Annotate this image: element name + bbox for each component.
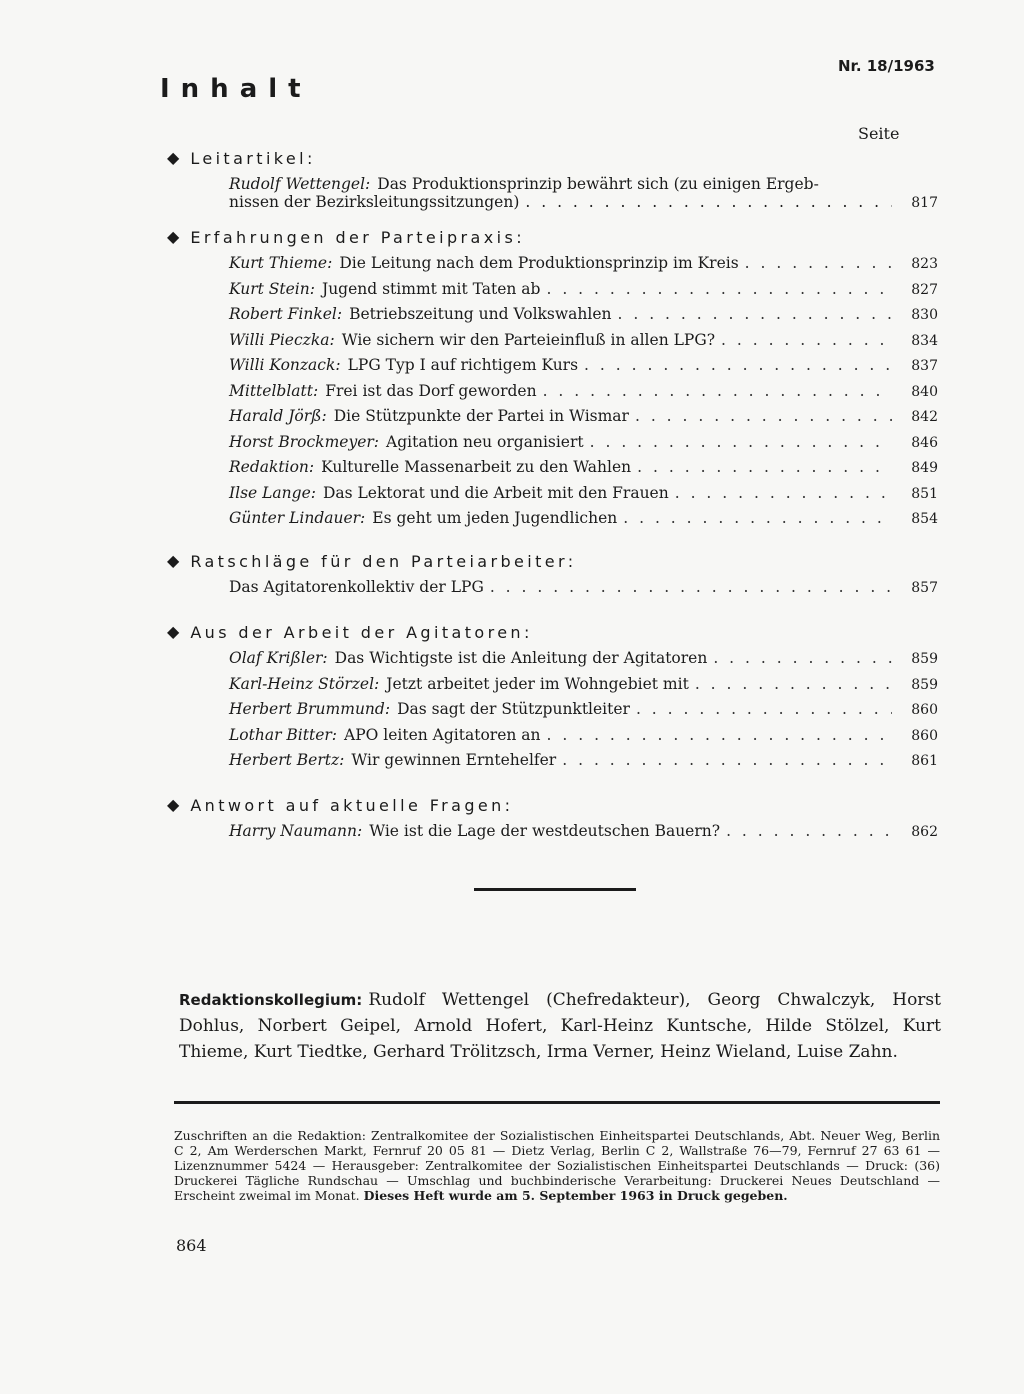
- leader-dots: [547, 726, 892, 744]
- toc-entry[interactable]: [229, 356, 938, 382]
- leader-dots: [617, 305, 892, 323]
- entry-author: Lothar Bitter:: [229, 725, 338, 744]
- imprint: [174, 1128, 940, 1203]
- entry-author: Herbert Brummund:: [229, 700, 391, 718]
- entry-page: 854: [911, 511, 938, 527]
- leader-dots: [726, 822, 892, 840]
- section-ratschlaege: [167, 550, 938, 604]
- divider: [474, 888, 636, 891]
- toc-entry[interactable]: [229, 822, 938, 848]
- section-title: Ratschläge für den Parteiarbeiter:: [190, 551, 577, 571]
- toc-entry[interactable]: [229, 280, 938, 306]
- section-title: Aus der Arbeit der Agitatoren:: [190, 622, 533, 642]
- leader-dots: [637, 458, 892, 476]
- entry-title: LPG Typ I auf richtigem Kurs: [347, 356, 579, 374]
- entry-title: Betriebszeitung und Volkswahlen: [349, 305, 612, 323]
- section-title: Leitartikel:: [190, 148, 316, 168]
- entry-author: Rudolf Wettengel:: [229, 175, 371, 193]
- toc-entry[interactable]: [229, 751, 938, 777]
- leader-dots: [525, 193, 892, 211]
- toc-entry[interactable]: [229, 331, 938, 357]
- entry-title-line2: nissen der Bezirksleitungssitzungen): [229, 193, 520, 211]
- entry-author: Kurt Thieme:: [229, 254, 333, 272]
- entry-page: 842: [911, 409, 938, 425]
- entry-author: Harry Naumann:: [229, 822, 363, 840]
- entry-title: APO leiten Agitatoren an: [344, 725, 541, 744]
- entry-page: 846: [911, 434, 938, 451]
- editorial-board: [179, 987, 941, 1065]
- toc-entry[interactable]: [229, 305, 938, 331]
- toc-entry[interactable]: [229, 700, 938, 726]
- entry-author: Robert Finkel:: [229, 305, 343, 323]
- section-title: Erfahrungen der Parteipraxis:: [190, 227, 525, 247]
- divider: [174, 1101, 940, 1104]
- entry-title: Das Lektorat und die Arbeit mit den Frauen: [322, 483, 669, 502]
- editorial-names: Rudolf Wettengel (Chefredakteur), Georg Chwalczyk, Horst Dohlus, Norbert Geipel, Arnold Hofert, Karl-Heinz Kuntsche, Hilde Stölzel, Kurt Thieme, Kurt Tiedtke, Gerhard Trölitzsch, Irma Verner, Heinz Wieland, Luise Zahn.: [179, 990, 941, 1062]
- toc-entry[interactable]: [167, 175, 938, 212]
- section-leitartikel: [167, 147, 938, 212]
- leader-dots: [636, 700, 892, 718]
- entry-list: [167, 254, 938, 535]
- entry-list: [167, 822, 938, 848]
- entry-author: Willi Pieczka:: [229, 330, 335, 349]
- entry-author: Mittelblatt:: [229, 381, 319, 400]
- section-agitatoren: [167, 621, 938, 777]
- entry-author: Olaf Krißler:: [229, 649, 328, 667]
- entry-page: 834: [911, 332, 938, 349]
- section-erfahrungen: [167, 226, 938, 535]
- toc-entry[interactable]: [229, 675, 938, 701]
- diamond-bullet-icon: ◆: [167, 622, 180, 641]
- page-number: 864: [176, 1236, 207, 1255]
- entry-title: Jugend stimmt mit Taten ab: [321, 279, 541, 298]
- leader-dots: [623, 509, 892, 527]
- entry-page: 859: [911, 676, 938, 693]
- leader-dots: [590, 433, 892, 451]
- entry-author: Redaktion:: [229, 458, 315, 476]
- entry-title: Wie ist die Lage der westdeutschen Bauern?: [369, 822, 721, 840]
- entry-author: Kurt Stein:: [229, 279, 315, 298]
- diamond-bullet-icon: ◆: [167, 148, 180, 167]
- toc-entry[interactable]: [229, 254, 938, 280]
- leader-dots: [695, 675, 892, 693]
- entry-title: Frei ist das Dorf geworden: [325, 381, 537, 400]
- entry-page: 849: [911, 460, 938, 476]
- entry-page: 860: [911, 702, 938, 718]
- imprint-text: Zuschriften an die Redaktion: Zentralkomitee der Sozialistischen Einheitspartei Deutschlands, Abt. Neuer Weg, Berlin C 2, Am Werderschen Markt, Fernruf 20 05 81 — Dietz Verlag, Berlin C 2, Wallstraße 76—79, Fernruf 27 63 61 — Lizenznummer 5424 — Herausgeber: Zentralkomitee der Sozialistischen Einheitspartei Deutschlands — Druck: (36) Druckerei Tägliche Rundschau — Umschlag und buchbinderische Verarbeitung: Druckerei Neues Deutschland — Erscheint zweimal im Monat.: [174, 1128, 940, 1203]
- entry-page: 851: [911, 485, 938, 502]
- leader-dots: [490, 578, 892, 596]
- leader-dots: [546, 280, 892, 298]
- section-title: Antwort auf aktuelle Fragen:: [190, 795, 514, 815]
- toc-entry[interactable]: [229, 726, 938, 752]
- leader-dots: [543, 382, 892, 400]
- issue-number: Nr. 18/1963: [838, 57, 935, 75]
- entry-list: [167, 578, 938, 604]
- entry-title-line1: Das Produktionsprinzip bewährt sich (zu einigen Ergeb-: [377, 175, 819, 193]
- entry-page: 830: [911, 307, 938, 323]
- toc-entry[interactable]: [229, 382, 938, 408]
- toc-entry[interactable]: [229, 407, 938, 433]
- entry-list: [167, 649, 938, 777]
- entry-title: Es geht um jeden Jugendlichen: [372, 509, 618, 527]
- entry-title: Die Stützpunkte der Partei in Wismar: [333, 407, 629, 425]
- page-column-label: Seite: [858, 124, 900, 143]
- entry-page: 827: [911, 281, 938, 298]
- leader-dots: [721, 331, 892, 349]
- toc-entry[interactable]: [229, 578, 938, 604]
- leader-dots: [584, 356, 892, 374]
- toc-entry[interactable]: [229, 509, 938, 535]
- entry-page: 840: [911, 383, 938, 400]
- entry-page: 861: [911, 753, 938, 769]
- toc-entry[interactable]: [229, 649, 938, 675]
- toc-entry[interactable]: [229, 484, 938, 510]
- entry-page: 862: [911, 824, 938, 840]
- entry-title: Die Leitung nach dem Produktionsprinzip im Kreis: [339, 254, 739, 272]
- entry-title: Kulturelle Massenarbeit zu den Wahlen: [321, 458, 632, 476]
- leader-dots: [745, 254, 892, 272]
- toc-entry[interactable]: [229, 458, 938, 484]
- entry-author: Harald Jörß:: [229, 407, 327, 425]
- entry-title: Agitation neu organisiert: [386, 432, 584, 451]
- diamond-bullet-icon: ◆: [167, 551, 180, 570]
- section-fragen: [167, 794, 938, 848]
- entry-page: 817: [911, 195, 938, 211]
- imprint-print-note: Dieses Heft wurde am 5. September 1963 in Druck gegeben.: [363, 1188, 788, 1203]
- entry-author: Karl-Heinz Störzel:: [229, 674, 380, 693]
- diamond-bullet-icon: ◆: [167, 227, 180, 246]
- entry-author: Günter Lindauer:: [229, 509, 366, 527]
- entry-title: Das sagt der Stützpunktleiter: [397, 700, 630, 718]
- toc-entry[interactable]: [229, 433, 938, 459]
- entry-page: 823: [911, 256, 938, 272]
- entry-author: Horst Brockmeyer:: [229, 432, 380, 451]
- entry-title: Wir gewinnen Erntehelfer: [351, 751, 557, 769]
- leader-dots: [713, 649, 892, 667]
- leader-dots: [675, 484, 892, 502]
- entry-page: 860: [911, 727, 938, 744]
- leader-dots: [635, 407, 892, 425]
- entry-title: Das Agitatorenkollektiv der LPG: [229, 578, 484, 596]
- leader-dots: [562, 751, 892, 769]
- editorial-label: Redaktionskollegium:: [179, 991, 363, 1009]
- diamond-bullet-icon: ◆: [167, 795, 180, 814]
- entry-author: Herbert Bertz:: [229, 751, 345, 769]
- entry-author: Willi Konzack:: [229, 356, 341, 374]
- page-title: Inhalt: [160, 74, 312, 104]
- entry-title: Jetzt arbeitet jeder im Wohngebiet mit: [386, 674, 689, 693]
- entry-page: 859: [911, 651, 938, 667]
- entry-author: Ilse Lange:: [229, 483, 316, 502]
- entry-page: 857: [911, 580, 938, 596]
- entry-title: Das Wichtigste ist die Anleitung der Agitatoren: [334, 649, 708, 667]
- entry-title: Wie sichern wir den Parteieinfluß in allen LPG?: [341, 330, 716, 349]
- entry-page: 837: [911, 358, 938, 374]
